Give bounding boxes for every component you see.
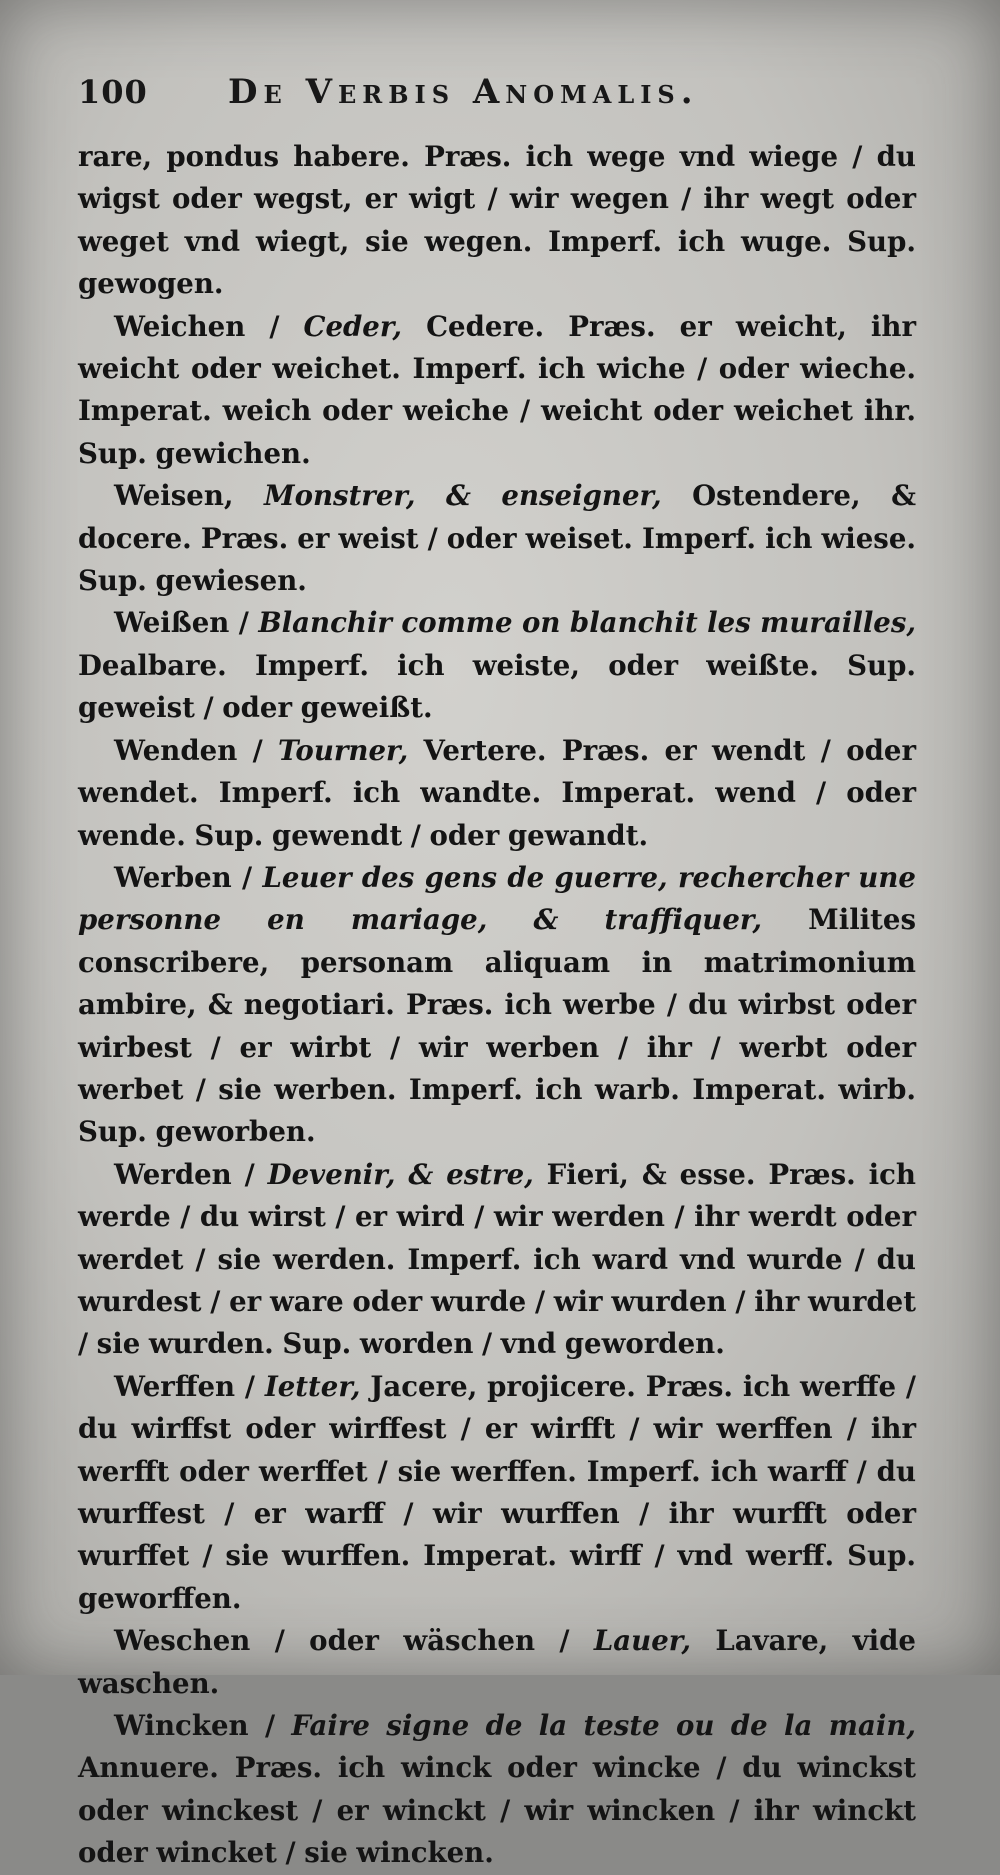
entry-headword: Weichen / <box>114 309 280 343</box>
entry-definition: Lavare, vide waschen. <box>78 1624 916 1700</box>
entry-headword: Wenden / <box>114 733 263 767</box>
entry-headword: Weisen, <box>114 479 234 513</box>
entry-french: Tourner, <box>262 733 409 767</box>
entry-wenden <box>78 730 916 857</box>
entry-definition: Ostendere, & docere. Præs. er weist / oder weiset. Imperf. ich wiese. Sup. gewiesen. <box>78 479 916 598</box>
entry-headword: Weschen / oder wäschen / <box>114 1624 570 1658</box>
page-number: 100 <box>78 73 148 111</box>
running-title: De Verbis Anomalis. <box>228 72 699 112</box>
entry-continuation <box>78 136 916 306</box>
entry-definition: Dealbare. Imperf. ich weiste, oder weißte. Sup. geweist / oder geweißt. <box>78 648 916 725</box>
entry-text: rare, pondus habere. Præs. ich wege vnd wiege / du wigst oder wegst, er wigt / wir wegen / ihr wegt oder weget vnd wiegt, sie wegen. Imperf. ich wuge. Sup. gewogen. <box>78 140 916 301</box>
entry-definition: Jacere, projicere. Præs. ich werffe / du wirffst oder wirffest / er wirfft / wir werffen / ihr werfft oder werffet / sie werffen. Imperf. ich warff / du wurffest / er warff / wir wurffen / ihr wurfft oder wurffet / sie wurffen. Imperat. wirff / vnd werff. Sup. geworffen. <box>78 1369 916 1615</box>
entry-weissen <box>78 602 916 729</box>
entry-wincken <box>78 1705 916 1875</box>
entry-french: Lauer, <box>569 1624 691 1658</box>
entry-weisen <box>78 475 916 602</box>
page-header <box>78 72 916 136</box>
dictionary-text <box>78 136 916 1875</box>
entry-definition: Annuere. Præs. ich winck oder wincke / du winckst oder winckest / er winckt / wir wincken / ihr winckt oder wincket / sie wincken. <box>78 1751 916 1870</box>
entry-headword: Werben / <box>114 860 253 894</box>
entry-headword: Wincken / <box>114 1709 276 1743</box>
entry-french: Monstrer, & enseigner, <box>233 479 662 513</box>
entry-french: Leuer des gens de guerre, rechercher une personne en mariage, & traffiquer, <box>78 860 916 937</box>
entry-headword: Werffen / <box>114 1369 255 1403</box>
entry-werden <box>78 1154 916 1366</box>
entry-werben <box>78 857 916 1154</box>
entry-french: Blanchir comme on blanchit les murailles, <box>248 606 916 640</box>
entry-headword: Weißen / <box>114 606 249 640</box>
entry-french: Faire signe de la teste ou de la main, <box>275 1709 916 1743</box>
entry-weschen <box>78 1620 916 1705</box>
entry-definition: Milites conscribere, personam aliquam in matrimonium ambire, & negotiari. Præs. ich werbe / du wirbst oder wirbest / er wirbt / wir werben / ihr / werbt oder werbet / sie werben. Imperf. ich warb. Imperat. wirb. Sup. geworben. <box>78 903 916 1149</box>
entry-headword: Werden / <box>114 1157 255 1191</box>
entry-definition: Vertere. Præs. er wendt / oder wendet. Imperf. ich wandte. Imperat. wend / oder wende. Sup. gewendt / oder gewandt. <box>78 733 916 852</box>
entry-weichen <box>78 306 916 476</box>
entry-french: Ietter, <box>255 1369 361 1403</box>
entry-french: Ceder, <box>279 309 403 343</box>
entry-werffen <box>78 1366 916 1620</box>
entry-definition: Fieri, & esse. Præs. ich werde / du wirst / er wird / wir werden / ihr werdt oder werdet / sie werden. Imperf. ich ward vnd wurde / du wurdest / er ware oder wurde / wir wurden / ihr wurdet / sie wurden. Sup. worden / vnd geworden. <box>78 1157 916 1361</box>
page-content <box>78 72 916 1875</box>
entry-french: Devenir, & estre, <box>254 1157 534 1191</box>
entry-definition: Cedere. Præs. er weicht, ihr weicht oder weichet. Imperf. ich wiche / oder wieche. Imperat. weich oder weiche / weicht oder weichet ihr. Sup. gewichen. <box>78 309 916 470</box>
